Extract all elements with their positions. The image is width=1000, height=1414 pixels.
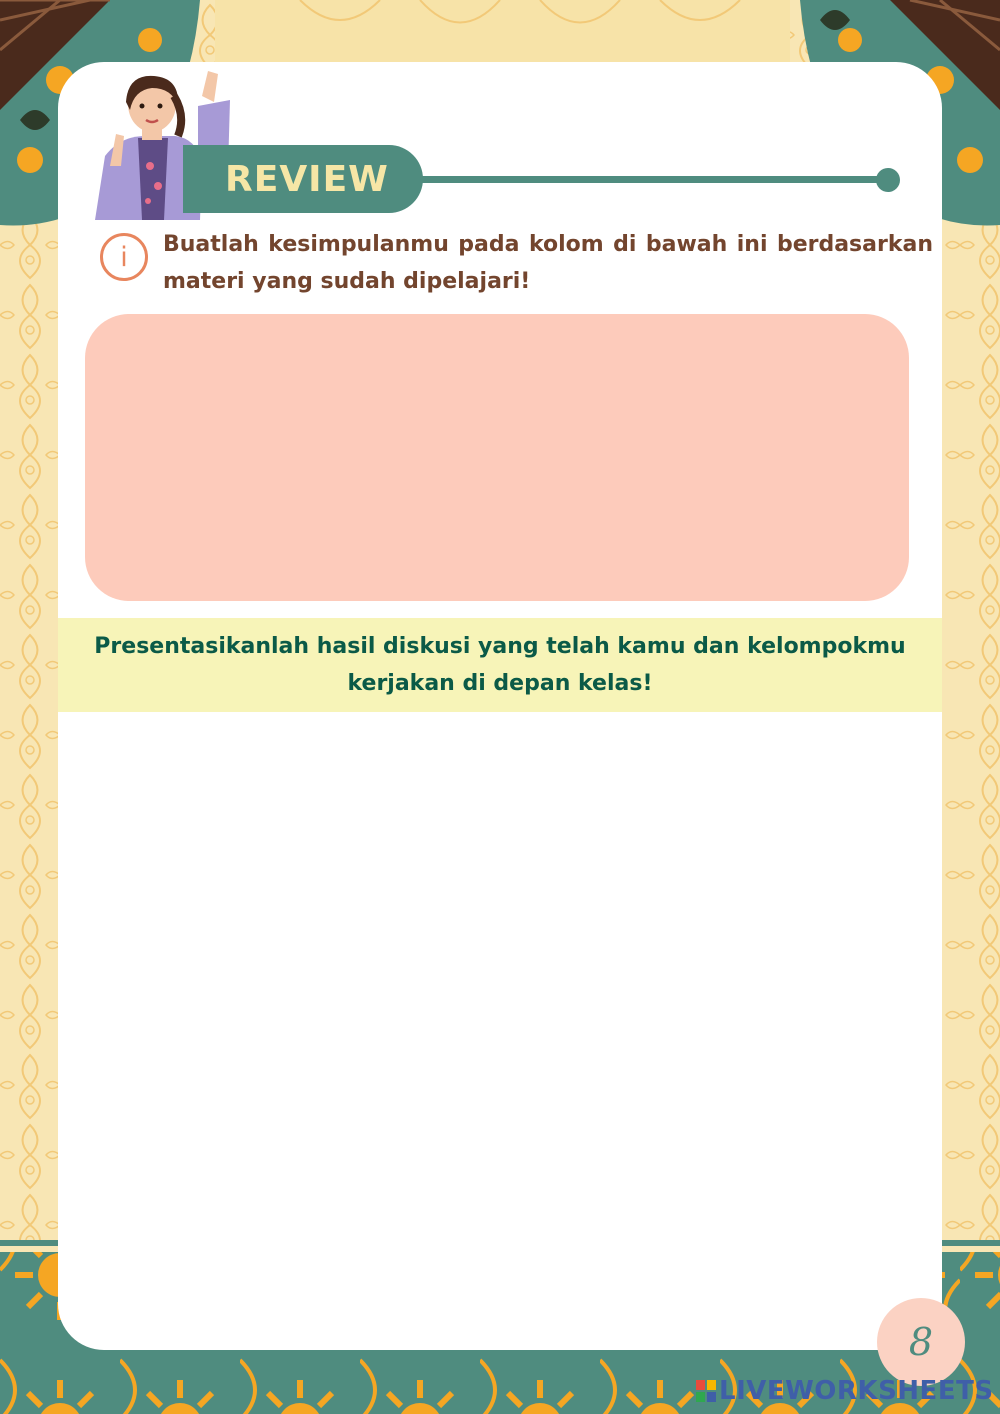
review-label: REVIEW xyxy=(225,158,389,200)
presentation-banner xyxy=(58,618,942,712)
review-divider-dot xyxy=(876,168,900,192)
liveworksheets-logo-icon xyxy=(696,1380,716,1402)
brand-text: LIVEWORKSHEETS xyxy=(719,1376,994,1406)
page-number: 8 xyxy=(877,1298,965,1386)
liveworksheets-brand xyxy=(696,1376,994,1406)
presentation-line-2: kerjakan di depan kelas! xyxy=(347,671,653,696)
review-tab xyxy=(183,145,423,213)
review-divider-line xyxy=(418,176,888,183)
conclusion-answer-box[interactable] xyxy=(85,314,909,601)
presentation-text xyxy=(94,628,905,702)
info-icon xyxy=(100,233,148,281)
presentation-line-1: Presentasikanlah hasil diskusi yang telah kamu dan kelompokmu xyxy=(94,634,906,659)
info-icon-glyph: i xyxy=(120,241,128,273)
instruction-text: Buatlah kesimpulanmu pada kolom di bawah ini berdasarkan materi yang sudah dipelajari! xyxy=(163,232,933,294)
